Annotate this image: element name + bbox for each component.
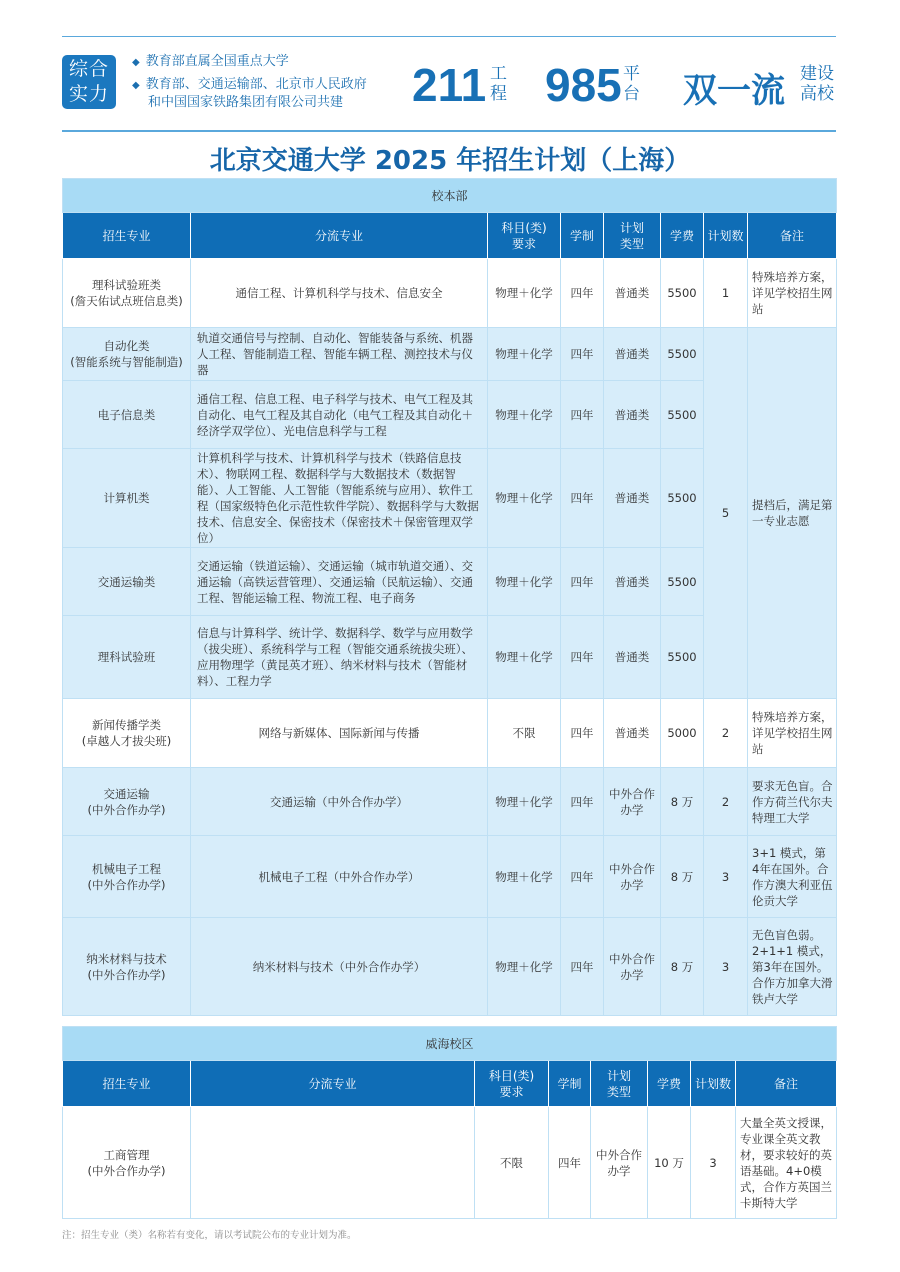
note-cell: 大量全英文授课，专业课全英文教材，要求较好的英语基础。4+0模式，合作方英国兰卡斯特大学 (736, 1107, 837, 1219)
major-cell: 自动化类 (智能系统与智能制造) (63, 328, 191, 381)
subject-cell: 物理＋化学 (488, 328, 561, 381)
years-cell: 四年 (561, 381, 604, 449)
years-cell: 四年 (561, 449, 604, 548)
column-header: 计划 类型 (604, 213, 661, 259)
column-header: 学制 (549, 1061, 591, 1107)
years-cell: 四年 (561, 768, 604, 836)
sub-major-cell (191, 1107, 475, 1219)
column-header: 学制 (561, 213, 604, 259)
years-cell: 四年 (549, 1107, 591, 1219)
subject-cell: 物理＋化学 (488, 836, 561, 918)
fee-cell: 5000 (661, 699, 704, 768)
major-cell: 机械电子工程 (中外合作办学) (63, 836, 191, 918)
fee-cell: 5500 (661, 381, 704, 449)
sub-major-cell: 纳米材料与技术（中外合作办学） (191, 918, 488, 1016)
major-cell: 理科试验班类 (詹天佑试点班信息类) (63, 259, 191, 328)
years-cell: 四年 (561, 328, 604, 381)
plan-type-cell: 普通类 (604, 699, 661, 768)
major-cell: 理科试验班 (63, 616, 191, 699)
section-header: 校本部 (63, 179, 837, 213)
fee-cell: 5500 (661, 328, 704, 381)
subject-cell: 不限 (488, 699, 561, 768)
table-row (63, 918, 837, 1016)
major-cell: 交通运输类 (63, 548, 191, 616)
subject-cell: 物理＋化学 (488, 918, 561, 1016)
note-cell: 提档后，满足第一专业志愿 (748, 328, 837, 699)
years-cell: 四年 (561, 548, 604, 616)
table-row (63, 768, 837, 836)
subject-cell: 物理＋化学 (488, 259, 561, 328)
column-header: 备注 (748, 213, 837, 259)
sub-major-cell: 交通运输（中外合作办学） (191, 768, 488, 836)
plan-type-cell: 中外合作办学 (604, 836, 661, 918)
subject-cell: 物理＋化学 (488, 768, 561, 836)
sub-major-cell: 交通运输（铁道运输）、交通运输（城市轨道交通）、交通运输（高铁运营管理）、交通运输（民航运输）、交通工程、智能运输工程、物流工程、电子商务 (191, 548, 488, 616)
badge-line: 实力 (68, 83, 109, 105)
plan-type-cell: 中外合作办学 (591, 1107, 648, 1219)
note-cell: 要求无色盲。合作方荷兰代尔夫特理工大学 (748, 768, 837, 836)
plan-count-cell: 3 (691, 1107, 736, 1219)
column-header: 备注 (736, 1061, 837, 1107)
badge-line: 综合 (68, 58, 109, 80)
tag-985: 985 (545, 59, 622, 111)
note-cell: 3+1 模式，第4年在国外。合作方澳大利亚伍伦贡大学 (748, 836, 837, 918)
sub-major-cell: 轨道交通信号与控制、自动化、智能装备与系统、机器人工程、智能制造工程、智能车辆工程、测控技术与仪器 (191, 328, 488, 381)
column-header: 学费 (661, 213, 704, 259)
tag-985-label: 平 台 (623, 64, 640, 104)
column-header: 科目(类) 要求 (488, 213, 561, 259)
note-cell: 无色盲色弱。2+1+1 模式，第3年在国外。合作方加拿大滑铁卢大学 (748, 918, 837, 1016)
subject-cell: 物理＋化学 (488, 616, 561, 699)
column-header: 计划 类型 (591, 1061, 648, 1107)
subject-cell: 不限 (475, 1107, 549, 1219)
plan-type-cell: 普通类 (604, 259, 661, 328)
plan-count-cell: 1 (704, 259, 748, 328)
bullet-item: 和中国国家铁路集团有限公司共建 (148, 95, 344, 110)
sub-major-cell: 计算机科学与技术、计算机科学与技术（铁路信息技术）、物联网工程、数据科学与大数据技术（数据智能）、人工智能、人工智能（智能系统与应用）、软件工程（国家级特色化示范性软件学院）、数据科学与大数据技术、信息安全、保密技术（保密技术＋保密管理双学位） (191, 449, 488, 548)
table-row (63, 259, 837, 328)
sub-major-cell: 信息与计算科学、统计学、数据科学、数学与应用数学（拔尖班）、系统科学与工程（智能交通系统拔尖班）、应用物理学（黄昆英才班）、纳米材料与技术（智能材料）、工程力学 (191, 616, 488, 699)
header-rule (62, 130, 836, 132)
plan-count-cell: 2 (704, 699, 748, 768)
major-cell: 电子信息类 (63, 381, 191, 449)
plan-type-cell: 普通类 (604, 616, 661, 699)
column-header: 科目(类) 要求 (475, 1061, 549, 1107)
column-header: 分流专业 (191, 213, 488, 259)
sub-major-cell: 机械电子工程（中外合作办学） (191, 836, 488, 918)
column-header: 招生专业 (63, 213, 191, 259)
plan-type-cell: 普通类 (604, 328, 661, 381)
tag-211-label: 工 程 (490, 64, 507, 104)
table-row (63, 836, 837, 918)
fee-cell: 5500 (661, 548, 704, 616)
major-cell: 计算机类 (63, 449, 191, 548)
fee-cell: 5500 (661, 449, 704, 548)
plan-count-cell: 5 (704, 328, 748, 699)
major-cell: 新闻传播学类 (卓越人才拔尖班) (63, 699, 191, 768)
bullet-item: ◆ 教育部直属全国重点大学 (132, 54, 289, 69)
major-cell: 纳米材料与技术 (中外合作办学) (63, 918, 191, 1016)
plan-count-cell: 3 (704, 836, 748, 918)
fee-cell: 8 万 (661, 918, 704, 1016)
strength-badge (62, 55, 116, 109)
column-header: 计划数 (691, 1061, 736, 1107)
plan-type-cell: 中外合作办学 (604, 768, 661, 836)
years-cell: 四年 (561, 836, 604, 918)
fee-cell: 5500 (661, 616, 704, 699)
subject-cell: 物理＋化学 (488, 449, 561, 548)
top-rule (62, 36, 836, 37)
plan-type-cell: 中外合作办学 (604, 918, 661, 1016)
column-header: 学费 (648, 1061, 691, 1107)
plan-count-cell: 3 (704, 918, 748, 1016)
table-row (63, 1107, 837, 1219)
weihai-campus-table (62, 1026, 837, 1219)
years-cell: 四年 (561, 616, 604, 699)
section-header: 威海校区 (63, 1027, 837, 1061)
page-title: 北京交通大学 2025 年招生计划（上海） (209, 146, 691, 176)
bullet-item: ◆ 教育部、交通运输部、北京市人民政府 (132, 77, 367, 92)
fee-cell: 10 万 (648, 1107, 691, 1219)
fee-cell: 5500 (661, 259, 704, 328)
plan-type-cell: 普通类 (604, 548, 661, 616)
main-campus-table (62, 178, 837, 1016)
major-cell: 工商管理 (中外合作办学) (63, 1107, 191, 1219)
table-row (63, 699, 837, 768)
fee-cell: 8 万 (661, 836, 704, 918)
note-cell: 特殊培养方案，详见学校招生网站 (748, 259, 837, 328)
tables-container (62, 178, 836, 1241)
years-cell: 四年 (561, 699, 604, 768)
footnote: 注：招生专业（类）名称若有变化，请以考试院公布的专业计划为准。 (62, 1230, 357, 1241)
column-header: 计划数 (704, 213, 748, 259)
column-header: 分流专业 (191, 1061, 475, 1107)
major-cell: 交通运输 (中外合作办学) (63, 768, 191, 836)
subject-cell: 物理＋化学 (488, 381, 561, 449)
sub-major-cell: 通信工程、信息工程、电子科学与技术、电气工程及其自动化、电气工程及其自动化（电气工程及其自动化＋经济学双学位）、光电信息科学与工程 (191, 381, 488, 449)
plan-count-cell: 2 (704, 768, 748, 836)
fee-cell: 8 万 (661, 768, 704, 836)
tag-double-first-class: 双一流 (683, 71, 785, 111)
sub-major-cell: 通信工程、计算机科学与技术、信息安全 (191, 259, 488, 328)
years-cell: 四年 (561, 259, 604, 328)
plan-type-cell: 普通类 (604, 449, 661, 548)
tag-211: 211 (412, 59, 487, 111)
plan-type-cell: 普通类 (604, 381, 661, 449)
note-cell: 特殊培养方案，详见学校招生网站 (748, 699, 837, 768)
sub-major-cell: 网络与新媒体、国际新闻与传播 (191, 699, 488, 768)
column-header: 招生专业 (63, 1061, 191, 1107)
table-row (63, 328, 837, 381)
tag-double-first-class-label: 建设 高校 (800, 64, 834, 104)
years-cell: 四年 (561, 918, 604, 1016)
subject-cell: 物理＋化学 (488, 548, 561, 616)
